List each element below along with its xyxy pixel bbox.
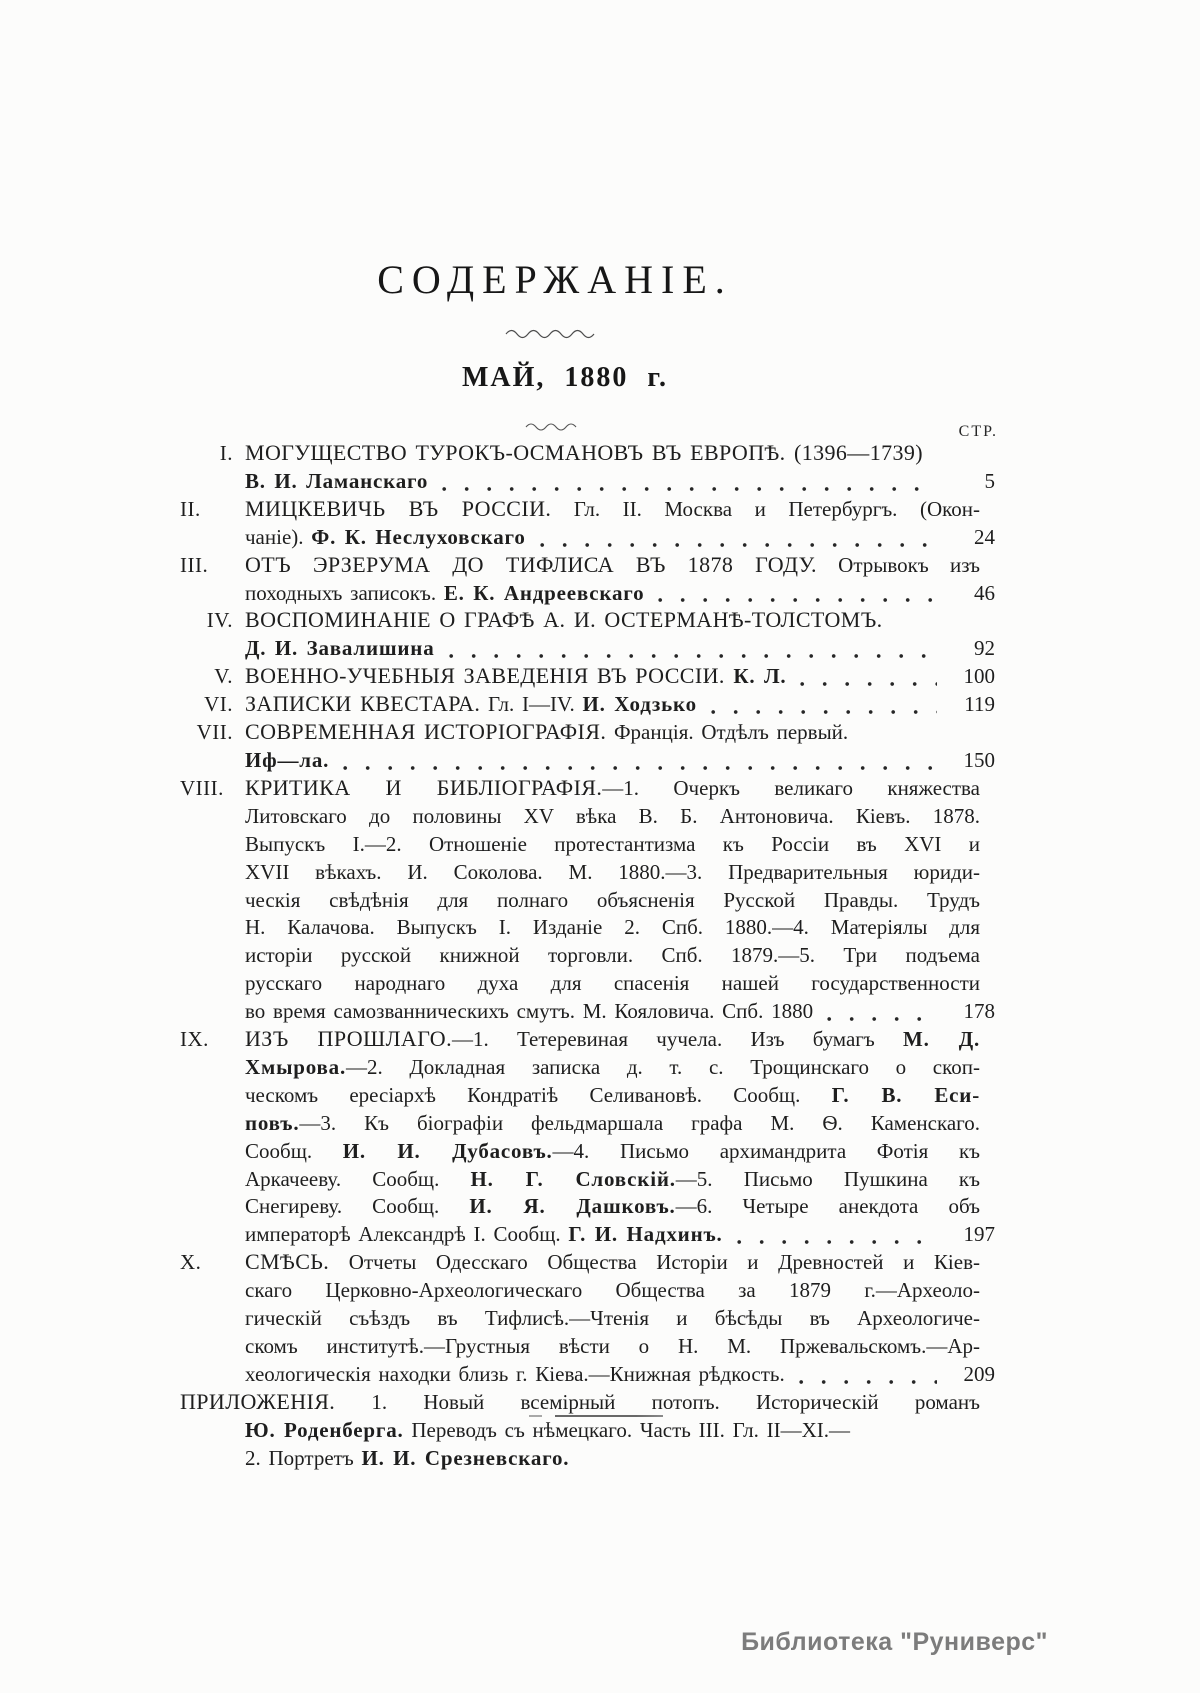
line-text: [245, 664, 786, 692]
page-number: 150: [963, 747, 995, 772]
toc-entry: [180, 1390, 995, 1474]
text-segment: —5. Письмо Пушкина къ: [675, 1166, 980, 1191]
dot-leader: [800, 679, 937, 689]
entry-numeral: I.: [219, 441, 233, 465]
text-segment: ИЗЪ ПРОШЛАГО.: [245, 1026, 452, 1052]
toc-line: [180, 1390, 980, 1418]
text-segment: И. Ходзько: [582, 692, 697, 717]
line-text: [245, 803, 980, 828]
text-segment: Ю. Роденберга.: [245, 1417, 404, 1442]
line-text: [245, 943, 980, 968]
line-text: [245, 719, 849, 745]
text-segment: Е. К. Андреевскаго: [443, 580, 645, 605]
toc-list: [180, 441, 995, 1474]
line-text: [245, 607, 883, 633]
toc-line: [180, 636, 995, 664]
line-text: [245, 1249, 980, 1275]
text-segment: ПРИЛОЖЕНІЯ.: [180, 1388, 336, 1414]
toc-line: [180, 1194, 980, 1222]
squiggle-divider-icon: [503, 326, 595, 340]
dot-leader: [658, 595, 937, 605]
end-rule: [529, 1415, 663, 1417]
text-segment: Гл. I—IV.: [480, 692, 583, 717]
line-text: [180, 1388, 980, 1414]
line-text: [245, 692, 697, 720]
text-segment: Литовскаго до половины XV вѣка В. Б. Антоновича. Кіевъ. 1878.: [245, 803, 980, 828]
page-column-header: СТР.: [958, 423, 998, 440]
text-segment: К. Л.: [724, 664, 787, 689]
toc-line: [180, 525, 995, 553]
text-segment: Н. Калачова. Выпускъ I. Изданіе 2. Спб. 1880.—4. Матеріялы для: [245, 915, 980, 940]
toc-entry: [180, 692, 995, 720]
text-segment: КРИТИКА И БИБЛІОГРАФІЯ.: [245, 774, 603, 800]
toc-line: [180, 1167, 980, 1195]
text-segment: ЗАПИСКИ КВЕСТАРА.: [245, 691, 481, 717]
line-text: [245, 1445, 570, 1470]
issue-heading: МАЙ, 1880 г.: [462, 362, 668, 393]
text-segment: 2. Портретъ: [245, 1445, 362, 1470]
text-segment: Ф. К. Неслуховскаго: [311, 524, 526, 549]
toc-line: [180, 776, 980, 804]
text-segment: —3. Къ біографіи фельдмаршала графа М. Ѳ. Каменскаго.: [299, 1110, 980, 1135]
page-number: 46: [974, 580, 995, 605]
entry-numeral: V.: [214, 664, 233, 689]
toc-line: [180, 1139, 980, 1167]
text-segment: скомъ институтѣ.—Грустныя вѣсти о Н. М. Пржевальскомъ.—Ар-: [245, 1334, 980, 1358]
dot-leader: [827, 1014, 937, 1024]
text-segment: Переводъ съ нѣмецкаго. Часть III. Гл. II—XI.—: [403, 1417, 851, 1442]
toc-line: [180, 804, 980, 832]
line-text: [245, 1166, 980, 1191]
page-number: 24: [974, 524, 995, 549]
toc-line: [180, 1250, 980, 1278]
dot-leader: [343, 763, 937, 773]
line-text: [245, 1054, 980, 1079]
text-segment: Сообщ.: [245, 1138, 343, 1163]
line-text: [245, 525, 526, 553]
toc-entry: [180, 664, 995, 692]
text-segment: —1. Очеркъ великаго княжества: [602, 775, 980, 800]
line-text: [245, 636, 435, 664]
toc-line: [180, 915, 980, 943]
page-title: СОДЕРЖАНІЕ.: [377, 257, 733, 302]
toc-line: [180, 441, 980, 469]
text-segment: И. И. Срезневскаго.: [361, 1445, 570, 1470]
toc-line: [180, 608, 980, 636]
toc-line: [180, 664, 995, 692]
text-segment: М. Д.: [902, 1027, 980, 1052]
text-segment: ческомъ ересіархѣ Кондратіѣ Селивановѣ. Сообщ.: [245, 1082, 832, 1107]
text-segment: гическій съѣздъ въ Тифлисѣ.—Чтенія и бѣсѣды въ Археологиче-: [245, 1306, 980, 1331]
text-segment: хеологическія находки близь г. Кіева.—Книжная рѣдкость.: [245, 1361, 785, 1386]
watermark: Библиотека "Руниверс": [741, 1628, 1048, 1656]
text-segment: СОВРЕМЕННАЯ ИСТОРІОГРАФІЯ.: [245, 719, 607, 745]
line-text: [245, 915, 980, 940]
line-text: [245, 1417, 851, 1442]
text-segment: Выпускъ I.—2. Отношеніе протестантизма къ Россіи въ XVI и: [245, 831, 980, 856]
entry-numeral: III.: [180, 552, 209, 577]
text-segment: Г. И. Надхинъ.: [568, 1222, 723, 1247]
toc-entry: [180, 720, 995, 776]
text-segment: XVII вѣкахъ. И. Соколова. М. 1880.—3. Предварительныя юриди-: [245, 859, 980, 884]
text-segment: Н. Г. Словскій.: [470, 1166, 676, 1191]
toc-entry: [180, 1027, 995, 1250]
text-segment: В. И. Ламанскаго: [245, 468, 429, 493]
toc-line: [180, 888, 980, 916]
dot-leader: [711, 707, 937, 717]
line-text: [245, 440, 924, 465]
line-text: [245, 1222, 723, 1250]
toc-line: [180, 1362, 995, 1390]
dot-leader: [442, 484, 937, 494]
entry-numeral: VIII.: [180, 775, 224, 800]
toc-line: [180, 860, 980, 888]
line-text: [245, 1082, 980, 1107]
dot-leader: [799, 1377, 937, 1387]
toc-entry: [180, 608, 995, 664]
text-segment: СМѢСЬ.: [245, 1249, 330, 1275]
text-segment: Иф—ла.: [245, 747, 330, 772]
text-segment: 1. Новый всемірный потопъ. Историческій романъ: [335, 1389, 980, 1414]
line-text: [245, 1278, 980, 1303]
line-text: [245, 551, 981, 577]
page-number: 92: [974, 636, 995, 661]
text-segment: ВОСПОМИНАНІЕ О ГРАФѢ А. И. ОСТЕРМАНѢ-ТОЛСТОМЪ.: [245, 607, 883, 633]
line-text: [245, 831, 980, 856]
text-segment: походныхъ записокъ.: [245, 580, 444, 605]
text-segment: И. Я. Дашковъ.: [469, 1194, 676, 1219]
dot-leader: [737, 1237, 937, 1247]
text-segment: русскаго народнаго духа для спасенія нашей государственности: [245, 971, 980, 996]
toc-line: [180, 469, 995, 497]
toc-line: [180, 1027, 980, 1055]
line-text: [245, 1138, 980, 1163]
text-segment: Отрывокъ изъ: [816, 552, 981, 577]
text-segment: —1. Тетеревиная чучела. Изъ бумагъ: [451, 1027, 903, 1052]
line-text: [245, 748, 329, 776]
line-text: [245, 1194, 981, 1219]
text-segment: во время самозванническихъ смутъ. М. Кояловича. Спб. 1880: [245, 999, 814, 1024]
entry-numeral: IV.: [206, 608, 233, 633]
line-text: [245, 581, 644, 609]
toc-line: [180, 1083, 980, 1111]
text-segment: МИЦКЕВИЧЬ ВЪ РОССІИ.: [245, 495, 552, 521]
line-text: [245, 859, 980, 884]
entry-numeral: X.: [180, 1250, 202, 1275]
text-segment: ВОЕННО-УЧЕБНЫЯ ЗАВЕДЕНІЯ ВЪ РОССІИ.: [245, 663, 725, 689]
line-text: [245, 495, 980, 521]
line-text: [245, 1334, 980, 1358]
toc-line: [180, 497, 980, 525]
toc-line: [180, 1055, 980, 1083]
toc-line: [180, 832, 980, 860]
toc-line: [180, 553, 980, 581]
text-segment: повъ.: [245, 1110, 300, 1135]
line-text: [245, 1110, 980, 1135]
text-segment: исторіи русской книжной торговли. Спб. 1879.—5. Три подъема: [245, 943, 980, 968]
text-segment: Д. И. Завалишина: [245, 636, 435, 661]
toc-entry: [180, 1250, 995, 1390]
line-text: [245, 1026, 980, 1052]
page-number: 178: [963, 999, 995, 1024]
line-text: [245, 999, 813, 1027]
entry-numeral: VI.: [204, 692, 233, 717]
line-text: [245, 971, 980, 996]
text-segment: чаніе).: [245, 524, 312, 549]
text-segment: Хмырова.: [245, 1054, 347, 1079]
toc-line: [180, 999, 995, 1027]
toc-line: [180, 1334, 980, 1362]
text-segment: Аркачееву. Сообщ.: [245, 1166, 471, 1191]
toc-line: [180, 581, 995, 609]
toc-line: [180, 971, 980, 999]
toc-line: [180, 720, 980, 748]
toc-line: [180, 943, 980, 971]
text-segment: императорѣ Александрѣ I. Сообщ.: [245, 1222, 569, 1247]
text-segment: Франція. Отдѣлъ первый.: [606, 720, 849, 745]
toc-line: [180, 1222, 995, 1250]
entry-numeral: VII.: [196, 720, 233, 745]
text-segment: Гл. II. Москва и Петербургъ. (Окон-: [551, 496, 980, 521]
toc-entry: [180, 553, 995, 609]
toc-line: [180, 1446, 980, 1474]
entry-numeral: IX.: [180, 1027, 209, 1052]
text-segment: Г. В. Еси-: [831, 1082, 980, 1107]
toc-line: [180, 748, 995, 776]
toc-line: [180, 692, 995, 720]
toc-entry: [180, 497, 995, 553]
toc-line: [180, 1418, 980, 1446]
entry-numeral: II.: [180, 496, 201, 521]
toc-line: [180, 1278, 980, 1306]
line-text: [245, 1362, 785, 1390]
text-segment: МОГУЩЕСТВО ТУРОКЪ-ОСМАНОВЪ ВЪ ЕВРОПѢ. (1396—1739): [245, 440, 924, 465]
line-text: [245, 469, 428, 497]
text-segment: —4. Письмо архимандрита Фотія къ: [552, 1138, 980, 1163]
line-text: [245, 1306, 980, 1331]
page-number: 5: [984, 468, 995, 493]
toc-entry: [180, 441, 995, 497]
text-segment: —2. Докладная записка д. т. с. Трощинскаго о скоп-: [346, 1054, 980, 1079]
toc-line: [180, 1111, 980, 1139]
page-number: 209: [963, 1361, 995, 1386]
text-segment: ОТЪ ЭРЗЕРУМА ДО ТИФЛИСА ВЪ 1878 ГОДУ.: [245, 551, 817, 577]
page-number: 119: [964, 692, 995, 717]
squiggle-divider-small-icon: [523, 420, 581, 432]
text-segment: Отчеты Одесскаго Общества Исторіи и Древностей и Кіев-: [329, 1250, 980, 1275]
dot-leader: [540, 540, 937, 550]
page-number: 197: [963, 1222, 995, 1247]
page-number: 100: [963, 664, 995, 689]
dot-leader: [449, 651, 937, 661]
text-segment: И. И. Дубасовъ.: [342, 1138, 553, 1163]
text-segment: Снегиреву. Сообщ.: [245, 1194, 470, 1219]
text-segment: ческія свѣдѣнія для полнаго объясненія Русской Правды. Трудъ: [245, 887, 980, 912]
line-text: [245, 774, 980, 800]
toc-entry: [180, 776, 995, 1027]
line-text: [245, 887, 980, 912]
toc-line: [180, 1306, 980, 1334]
text-segment: —6. Четыре анекдота объ: [675, 1194, 981, 1219]
text-segment: скаго Церковно-Археологическаго Общества за 1879 г.—Археоло-: [245, 1278, 980, 1303]
